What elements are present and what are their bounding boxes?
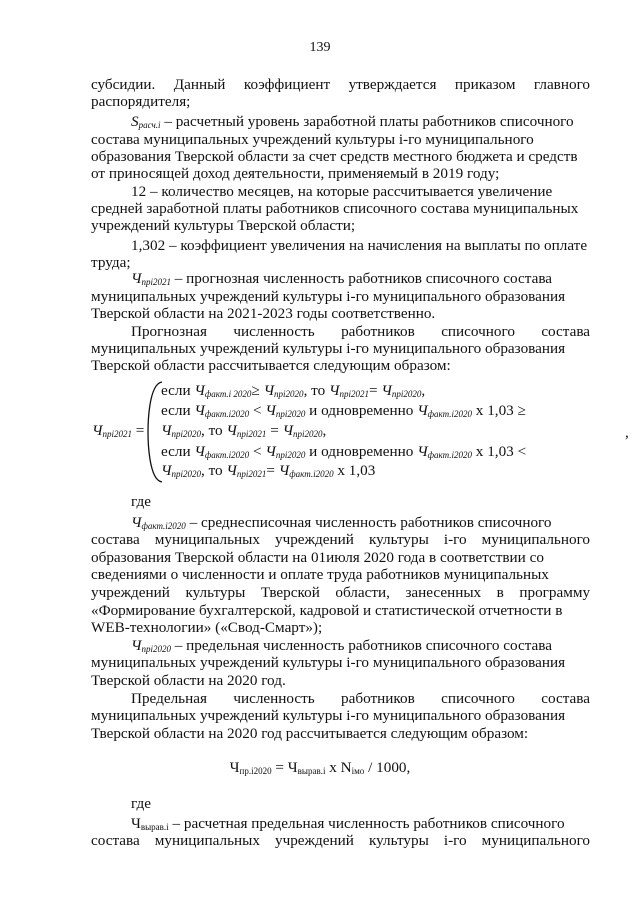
definition-12-months-line-3: учреждений культуры Тверской области; — [91, 217, 356, 234]
definition-ch-vyrav: Чвырав.i – расчетная предельная численность работников списочного — [131, 815, 565, 832]
formula-row-2: если $Ч_{факт.i2020} < Ч_{прi2020}$ и одновременно $Ч_{факт.i2020}$ х 1,03 ≥ — [161, 402, 526, 419]
piecewise-formula — [92, 378, 629, 486]
definition-ch-pr-2020: $Ч_{прi2020}$ – предельная численность работников списочного состава — [131, 637, 552, 654]
forecast-intro-line-3: Тверской области рассчитывается следующим образом: — [91, 357, 451, 374]
limit-intro-line-3: Тверской области на 2020 год рассчитывается следующим образом: — [91, 725, 529, 742]
paragraph-subsidy-line-2: распорядителя; — [91, 93, 191, 110]
formula-row-3: $Ч_{прi2020}$, то $Ч_{прi2021} = Ч_{прi2020}$, — [161, 422, 327, 439]
definition-s-rasch: $S_{расч.i}$ – расчетный уровень заработной платы работников списочного — [131, 113, 574, 130]
definition-ch-fakt-2020-line-6: «Формирование бухгалтерской, кадровой и статистической отчетности в — [91, 602, 563, 619]
formula-lhs: $Ч_{прi2021}$ = — [92, 422, 145, 439]
definition-s-rasch-line-4: от приносящей доход деятельности, применяемый в 2019 году; — [91, 165, 500, 182]
definition-ch-fakt-2020-line-4: сведениями о численности и оплате труда работников муниципальных — [91, 566, 549, 583]
paragraph-subsidy-line-1: субсидии. Данный коэффициент утверждается приказом главного — [91, 76, 591, 93]
definition-12-months: 12 – количество месяцев, на которые рассчитывается увеличение — [131, 183, 553, 200]
definition-ch-pr-2020-line-2: муниципальных учреждений культуры i-го муниципального образования — [91, 654, 566, 671]
definition-coefficient-1302-line-2: труда; — [91, 254, 131, 271]
definition-s-rasch-line-3: образования Тверской области за счет средств местного бюджета и средств — [91, 148, 578, 165]
definition-ch-fakt-2020-line-7: WEB-технологии» («Свод-Смарт»); — [91, 619, 323, 636]
definition-ch-fakt-2020-line-5: учреждений культуры Тверской области, занесенных в программу — [91, 584, 591, 601]
definition-ch-pr-2020-line-3: Тверской области на 2020 год. — [91, 672, 286, 689]
forecast-intro-line-1: Прогнозная численность работников списочного состава — [131, 323, 591, 340]
definition-ch-pr-2021-line-3: Тверской области на 2021-2023 годы соответственно. — [91, 305, 436, 322]
definition-ch-fakt-2020-line-3: образования Тверской области на 01июля 2020 года в соответствии со — [91, 549, 544, 566]
definition-ch-fakt-2020: $Ч_{факт.i2020}$ – среднесписочная численность работников списочного — [131, 514, 552, 531]
definition-coefficient-1302: 1,302 – коэффициент увеличения на начисления на выплаты по оплате — [131, 237, 588, 254]
definition-12-months-line-2: средней заработной платы работников списочного состава муниципальных — [91, 200, 579, 217]
definition-ch-pr-2021-line-2: муниципальных учреждений культуры i-го муниципального образования — [91, 288, 566, 305]
where-label-1: где — [131, 493, 151, 510]
limit-intro-line-2: муниципальных учреждений культуры i-го муниципального образования — [91, 707, 566, 724]
formula-trailing-comma: , — [625, 424, 629, 441]
definition-ch-vyrav-line-2: состава муниципальных учреждений культуры i-го муниципального — [91, 832, 591, 849]
where-label-2: где — [131, 795, 151, 812]
formula-row-5: $Ч_{прi2020}$, то $Ч_{прi2021}= Ч_{факт.i2020}$ х 1,03 — [161, 462, 376, 479]
forecast-intro-line-2: муниципальных учреждений культуры i-го муниципального образования — [91, 340, 566, 357]
definition-ch-fakt-2020-line-2: состава муниципальных учреждений культуры i-го муниципального — [91, 531, 591, 548]
page-number: 139 — [309, 40, 331, 55]
definition-ch-pr-2021: $Ч_{прi2021}$ – прогнозная численность работников списочного состава — [131, 270, 553, 287]
limit-formula: Чпр.i2020 = Чвырав.i х Niмо / 1000, — [229, 759, 411, 776]
formula-row-4: если $Ч_{факт.i2020} < Ч_{прi2020}$ и одновременно $Ч_{факт.i2020}$ х 1,03 < — [161, 443, 527, 460]
definition-s-rasch-line-2: состава муниципальных учреждений культуры i-го муниципального — [91, 131, 534, 148]
limit-intro-line-1: Предельная численность работников списочного состава — [131, 690, 591, 707]
formula-row-1: если $Ч_{факт.i 2020}\ge Ч_{прi2020}$, то $Ч_{прi2021}= Ч_{прi2020}$, — [161, 382, 426, 399]
